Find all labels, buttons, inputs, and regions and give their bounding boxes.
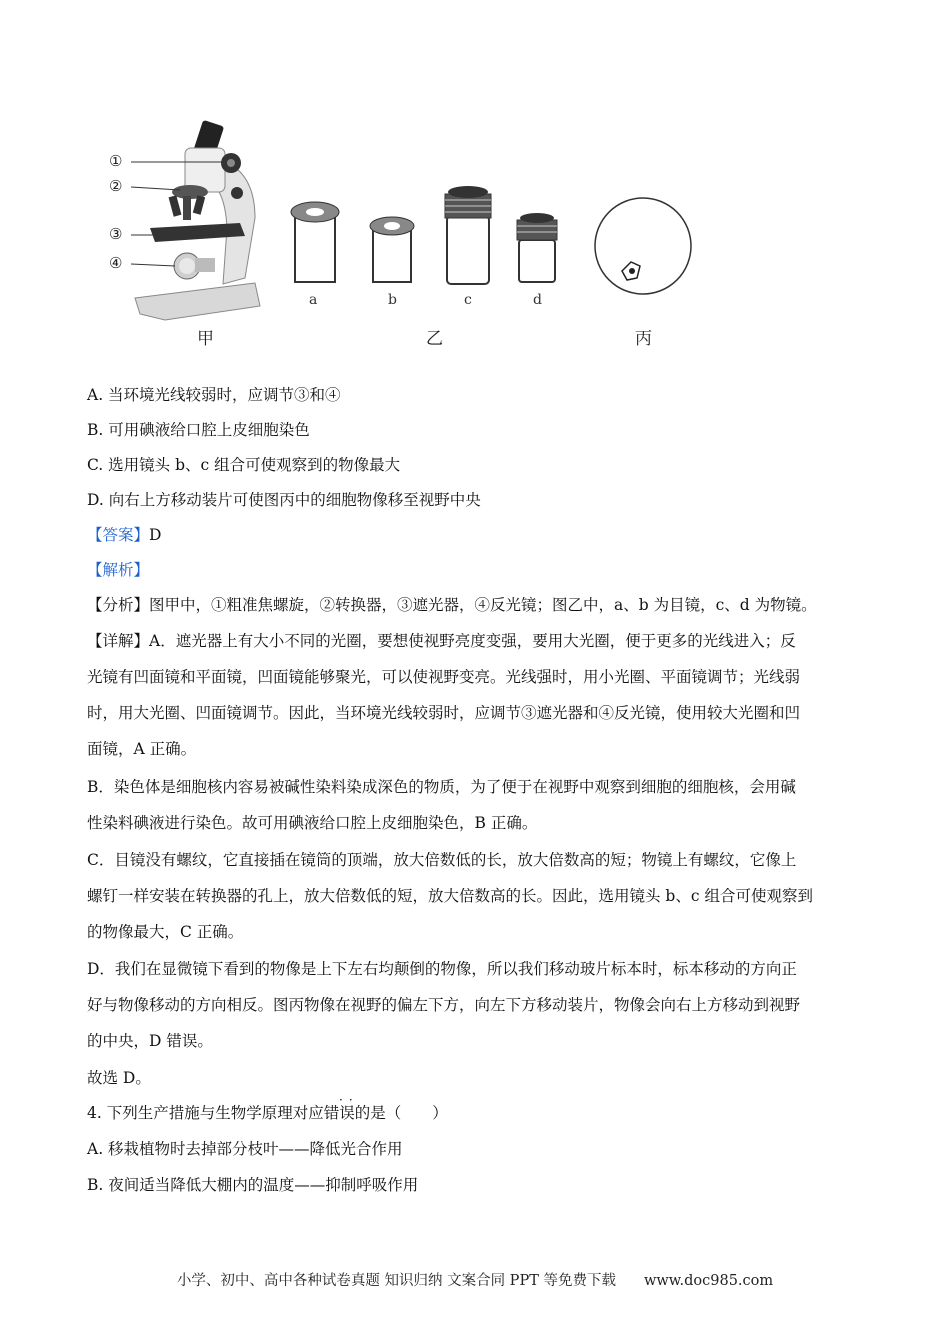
microscope-illustration — [131, 120, 260, 320]
figure-drawing — [95, 88, 715, 350]
analysis-tag: 【解析】 — [87, 561, 150, 579]
option-d: D. 向右上方移动装片可使图丙中的细胞物像移至视野中央 — [87, 491, 481, 509]
detail-b-line-2: 性染料碘液进行染色。故可用碘液给口腔上皮细胞染色，B 正确。 — [87, 814, 538, 832]
lens-label-c: c — [464, 292, 472, 308]
footer-url[interactable]: www.doc985.com — [643, 1273, 774, 1289]
fenxi-tag: 【分析】 — [87, 596, 150, 614]
microscope-figure — [95, 88, 715, 350]
fenxi-line — [87, 595, 817, 615]
lens-label-d: d — [533, 292, 542, 308]
detail-d-line-1: D．我们在显微镜下看到的物像是上下左右均颠倒的物像，所以我们移动玻片标本时，标本移动的方向正 — [87, 960, 797, 978]
detail-d-line-3: 的中央，D 错误。 — [87, 1032, 213, 1050]
part-label-1: ① — [109, 152, 123, 170]
detail-c-line-1: C．目镜没有螺纹，它直接插在镜筒的顶端，放大倍数低的长，放大倍数高的短；物镜上有螺纹，它像上 — [87, 851, 797, 869]
q4-option-b: B. 夜间适当降低大棚内的温度——抑制呼吸作用 — [87, 1176, 419, 1194]
footer-text: 小学、初中、高中各种试卷真题 知识归纳 文案合同 PPT 等免费下载 — [176, 1273, 616, 1289]
figure-label-bing: 丙 — [635, 329, 652, 349]
detail-c-line-3: 的物像最大，C 正确。 — [87, 923, 244, 941]
option-c: C. 选用镜头 b、c 组合可使观察到的物像最大 — [87, 456, 401, 474]
detail-tag: 【详解】 — [87, 632, 150, 650]
part-label-3: ③ — [109, 225, 123, 243]
emphasis-dots: ·· — [339, 1093, 359, 1107]
conclusion: 故选 D。 — [87, 1069, 151, 1087]
answer-line — [87, 525, 161, 545]
detail-a-line-2: 光镜有凹面镜和平面镜，凹面镜能够聚光，可以使视野变亮。光线强时，用小光圈、平面镜调节；光线弱 — [87, 668, 801, 686]
part-label-2: ② — [109, 177, 123, 195]
page-footer — [0, 1269, 950, 1290]
answer-value: D — [149, 526, 162, 544]
detail-b-line-1: B．染色体是细胞核内容易被碱性染料染成深色的物质，为了便于在视野中观察到细胞的细胞核，会用碱 — [87, 778, 796, 796]
figure-label-jia: 甲 — [197, 329, 214, 349]
part-label-4: ④ — [109, 254, 123, 272]
detail-d-line-2: 好与物像移动的方向相反。图丙物像在视野的偏左下方，向左下方移动装片，物像会向右上方移动到视野 — [87, 996, 801, 1014]
lens-d-drawing — [517, 213, 557, 282]
lens-b-drawing — [370, 217, 414, 282]
lens-label-a: a — [309, 292, 318, 308]
fenxi-text: 图甲中，①粗准焦螺旋，②转换器，③遮光器，④反光镜；图乙中，a、b 为目镜，c、d 为物镜。 — [149, 596, 817, 614]
detail-a-line-4: 面镜，A 正确。 — [87, 740, 197, 758]
field-of-view-drawing — [595, 198, 691, 294]
option-b: B. 可用碘液给口腔上皮细胞染色 — [87, 421, 310, 439]
detail-c-line-2: 螺钉一样安装在转换器的孔上，放大倍数低的短，放大倍数高的长。因此，选用镜头 b、c 组合可使观察到 — [87, 887, 813, 905]
detail-a-line-1 — [87, 631, 796, 651]
option-a: A. 当环境光线较弱时，应调节③和④ — [87, 386, 341, 404]
detail-a-line-3: 时，用大光圈、凹面镜调节。因此，当环境光线较弱时，应调节③遮光器和④反光镜，使用较大光圈和凹 — [87, 704, 801, 722]
lens-label-b: b — [388, 292, 397, 308]
detail-a-text-1: A．遮光器上有大小不同的光圈，要想使视野亮度变强，要用大光圈，便于更多的光线进入；反 — [149, 632, 796, 650]
q4-option-a: A. 移栽植物时去掉部分枝叶——降低光合作用 — [87, 1140, 403, 1158]
lens-c-drawing — [445, 186, 491, 284]
lens-a-drawing — [291, 202, 339, 282]
question-4-stem: 4. 下列生产措施与生物学原理对应错误的是（ ） — [87, 1104, 448, 1122]
answer-tag: 【答案】 — [87, 526, 150, 544]
figure-label-yi: 乙 — [426, 329, 443, 349]
